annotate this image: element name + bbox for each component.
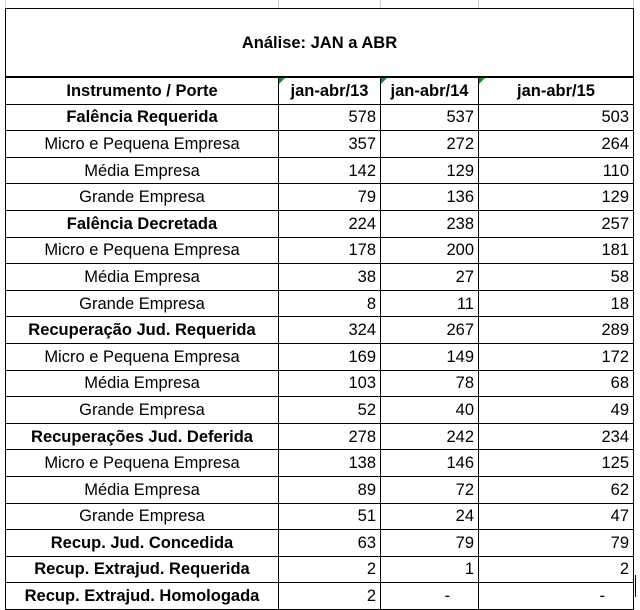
value-cell: 2 [479, 556, 634, 583]
value-cell: 278 [279, 423, 381, 450]
cell-edge-mark [635, 575, 636, 597]
value-cell: 136 [381, 184, 479, 211]
value-cell: 503 [479, 104, 634, 131]
value-cell: 62 [479, 476, 634, 503]
value-cell: 1 [381, 556, 479, 583]
gridline [5, 0, 6, 8]
value-cell: 72 [381, 476, 479, 503]
value-cell: 200 [381, 237, 479, 264]
table-title: Análise: JAN a ABR [6, 9, 634, 78]
value-cell: 357 [279, 131, 381, 158]
row-label: Recup. Extrajud. Homologada [6, 583, 279, 610]
column-header: Instrumento / Porte [6, 77, 279, 104]
value-cell: 146 [381, 450, 479, 477]
table-row [6, 423, 634, 450]
value-cell: 40 [381, 397, 479, 424]
table-row [6, 556, 634, 583]
table-row [6, 157, 634, 184]
value-cell: 125 [479, 450, 634, 477]
value-cell: 11 [381, 290, 479, 317]
row-label: Recuperações Jud. Deferida [6, 423, 279, 450]
value-cell: 129 [479, 184, 634, 211]
analysis-table [5, 8, 634, 610]
value-cell: 142 [279, 157, 381, 184]
value-cell: 242 [381, 423, 479, 450]
value-cell: 68 [479, 370, 634, 397]
value-cell: 110 [479, 157, 634, 184]
value-cell: 234 [479, 423, 634, 450]
value-cell: 238 [381, 210, 479, 237]
value-cell: 49 [479, 397, 634, 424]
value-cell: 79 [381, 530, 479, 557]
row-label: Recuperação Jud. Requerida [6, 317, 279, 344]
row-label: Média Empresa [6, 476, 279, 503]
value-cell: 129 [381, 157, 479, 184]
value-cell: 79 [479, 530, 634, 557]
row-label: Média Empresa [6, 157, 279, 184]
value-cell: 47 [479, 503, 634, 530]
value-cell: 169 [279, 343, 381, 370]
gridline [278, 0, 279, 8]
row-label: Micro e Pequena Empresa [6, 450, 279, 477]
value-cell: 52 [279, 397, 381, 424]
gridline [633, 0, 634, 8]
row-label: Micro e Pequena Empresa [6, 237, 279, 264]
value-cell: 58 [479, 264, 634, 291]
table-row [6, 343, 634, 370]
value-cell: 138 [279, 450, 381, 477]
row-label: Recup. Extrajud. Requerida [6, 556, 279, 583]
table-row [6, 237, 634, 264]
column-header: jan-abr/13 [279, 77, 381, 104]
value-cell: 578 [279, 104, 381, 131]
table-row [6, 317, 634, 344]
row-label: Grande Empresa [6, 184, 279, 211]
value-cell: 181 [479, 237, 634, 264]
value-cell: 27 [381, 264, 479, 291]
value-cell: 264 [479, 131, 634, 158]
table-row [6, 290, 634, 317]
value-cell: 2 [279, 556, 381, 583]
header-row [6, 77, 634, 104]
table-row [6, 503, 634, 530]
value-cell: 267 [381, 317, 479, 344]
table-row [6, 397, 634, 424]
value-cell: 78 [381, 370, 479, 397]
table-row [6, 264, 634, 291]
value-cell: 224 [279, 210, 381, 237]
column-header: jan-abr/15 [479, 77, 634, 104]
value-cell: 149 [381, 343, 479, 370]
row-label: Média Empresa [6, 370, 279, 397]
value-cell: 537 [381, 104, 479, 131]
column-header: jan-abr/14 [381, 77, 479, 104]
value-cell: 257 [479, 210, 634, 237]
table-row [6, 370, 634, 397]
table-row [6, 210, 634, 237]
value-cell: 2 [279, 583, 381, 610]
value-cell: 103 [279, 370, 381, 397]
value-cell: 324 [279, 317, 381, 344]
value-cell: 89 [279, 476, 381, 503]
table-row [6, 476, 634, 503]
row-label: Grande Empresa [6, 397, 279, 424]
row-label: Grande Empresa [6, 290, 279, 317]
row-label: Falência Requerida [6, 104, 279, 131]
table-row [6, 104, 634, 131]
table-row [6, 450, 634, 477]
table-row [6, 184, 634, 211]
value-cell: 178 [279, 237, 381, 264]
value-cell: 24 [381, 503, 479, 530]
comment-marker-icon [479, 78, 485, 84]
table-body [6, 104, 634, 609]
value-cell: 18 [479, 290, 634, 317]
table-row [6, 131, 634, 158]
value-cell: 172 [479, 343, 634, 370]
row-label: Grande Empresa [6, 503, 279, 530]
gridline [478, 0, 479, 8]
value-cell: - [381, 583, 479, 610]
value-cell: 79 [279, 184, 381, 211]
row-label: Micro e Pequena Empresa [6, 343, 279, 370]
row-label: Falência Decretada [6, 210, 279, 237]
value-cell: 63 [279, 530, 381, 557]
gridline [380, 0, 381, 8]
table-row [6, 530, 634, 557]
value-cell: - [479, 583, 634, 610]
value-cell: 38 [279, 264, 381, 291]
comment-marker-icon [381, 78, 387, 84]
value-cell: 51 [279, 503, 381, 530]
value-cell: 289 [479, 317, 634, 344]
comment-marker-icon [279, 78, 285, 84]
value-cell: 8 [279, 290, 381, 317]
row-label: Micro e Pequena Empresa [6, 131, 279, 158]
table-row [6, 583, 634, 610]
value-cell: 272 [381, 131, 479, 158]
row-label: Recup. Jud. Concedida [6, 530, 279, 557]
row-label: Média Empresa [6, 264, 279, 291]
